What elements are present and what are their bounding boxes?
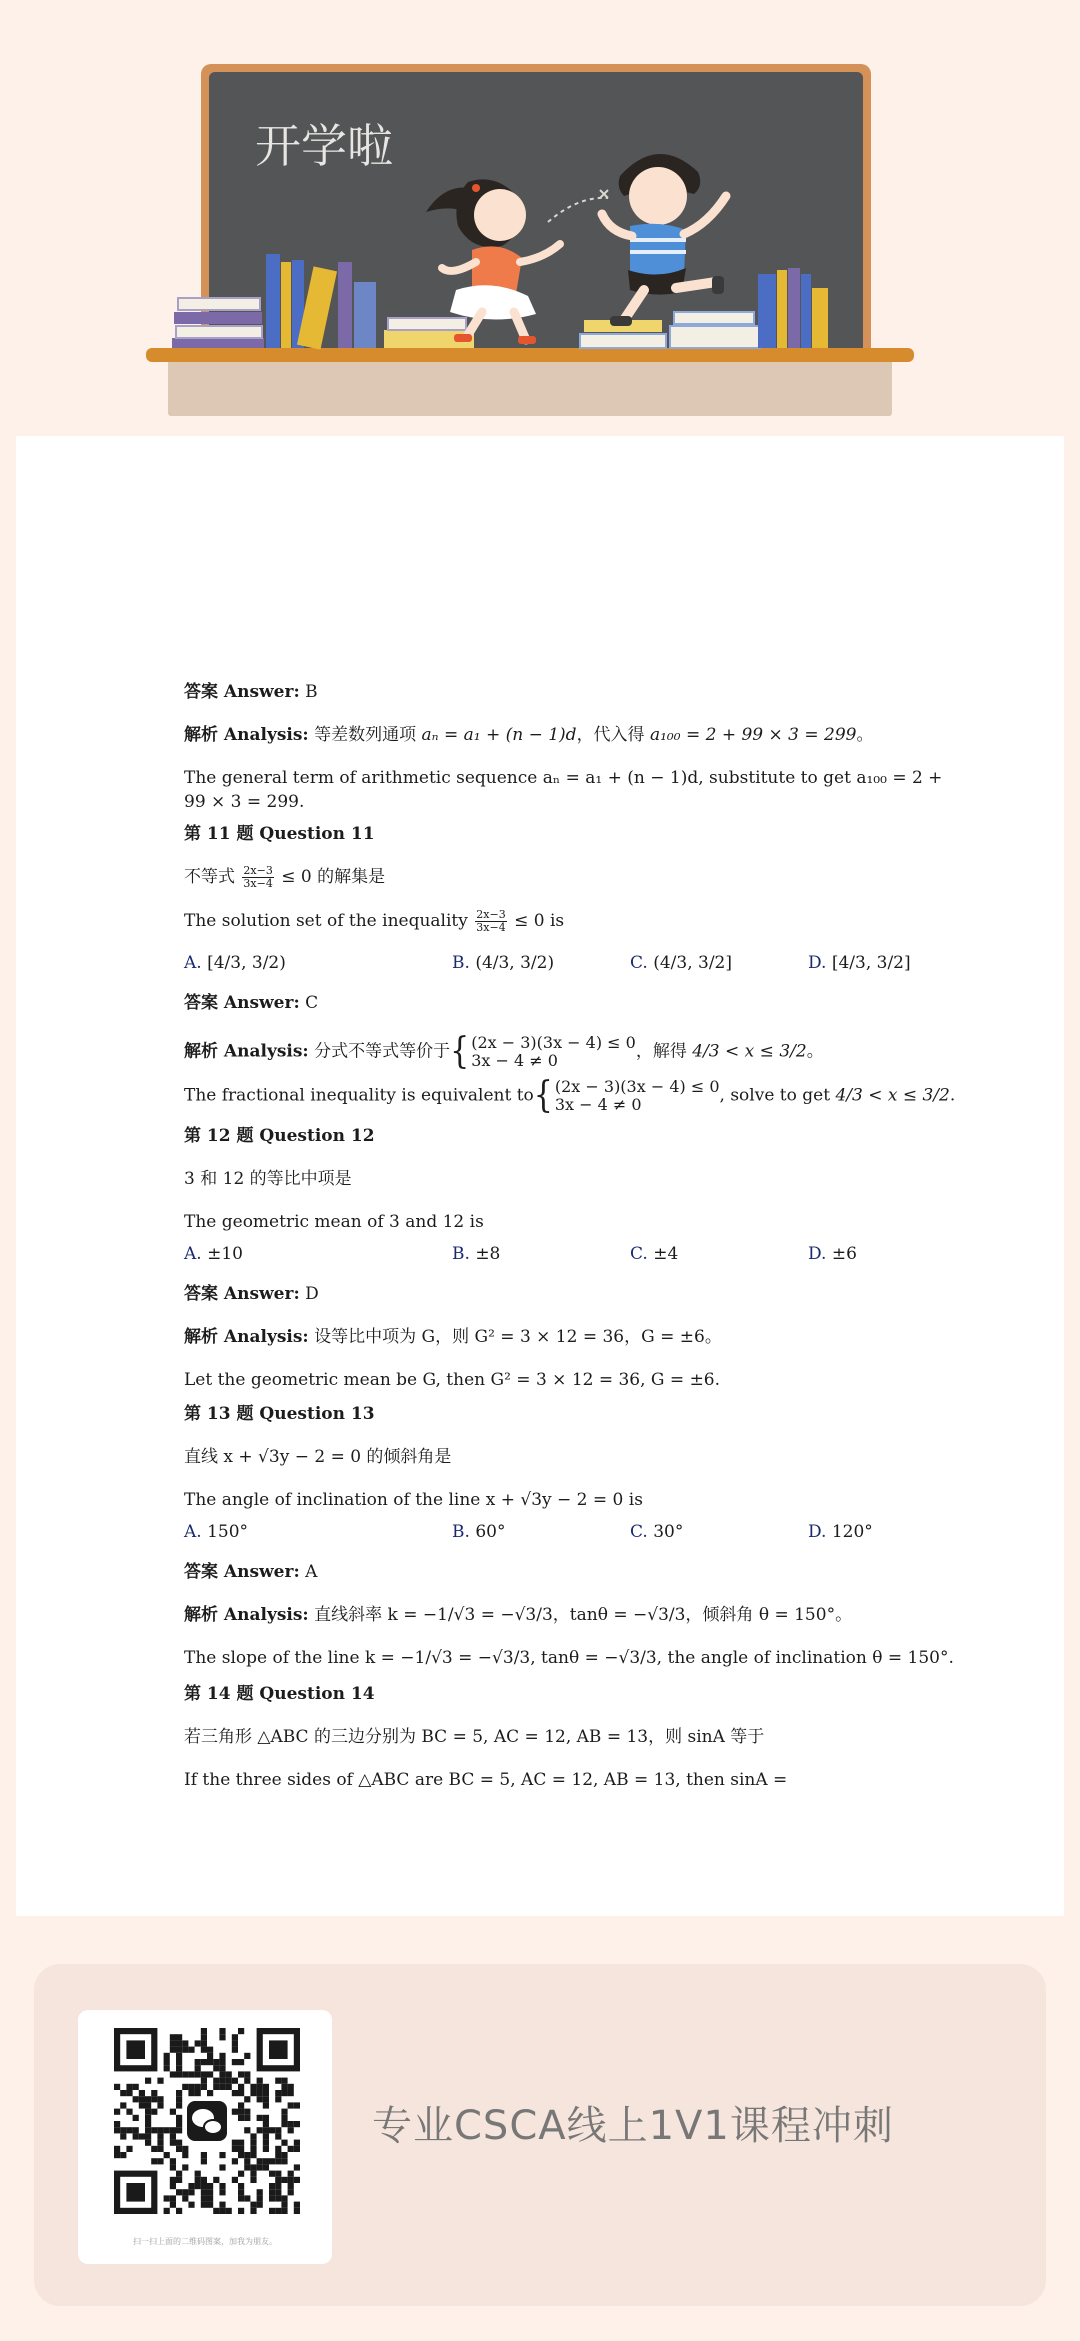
analysis-label: 解析 Analysis: bbox=[184, 1041, 309, 1062]
analysis-13-zh bbox=[184, 1603, 944, 1627]
question-text: ≤ 0 的解集是 bbox=[275, 867, 386, 887]
board-text: 开学啦 bbox=[255, 119, 393, 173]
answer-10 bbox=[184, 680, 944, 704]
answer-value: C bbox=[305, 993, 319, 1013]
equation-system: (2x − 3)(3x − 4) ≤ 0 3x − 4 ≠ 0 bbox=[471, 1033, 636, 1070]
document-body bbox=[184, 680, 956, 1811]
option-b[interactable]: B. 60° bbox=[452, 1522, 506, 1542]
analysis-text: . bbox=[949, 1085, 956, 1106]
question-13-options bbox=[184, 1522, 944, 1546]
analysis-text: ，代入得 bbox=[576, 725, 650, 745]
analysis-label: 解析 Analysis: bbox=[184, 725, 309, 745]
header-illustration bbox=[0, 0, 1080, 430]
analysis-10-en bbox=[184, 766, 944, 814]
qr-caption: 扫一扫上面的二维码图案，加我为朋友。 bbox=[133, 2237, 277, 2246]
answer-value: A bbox=[305, 1562, 318, 1582]
analysis-text: 。 bbox=[806, 1041, 824, 1062]
analysis-text: 。 bbox=[856, 725, 874, 745]
option-a[interactable]: A. ±10 bbox=[184, 1244, 243, 1264]
option-a[interactable]: A. 150° bbox=[184, 1522, 249, 1542]
option-d[interactable]: D. ±6 bbox=[808, 1244, 857, 1264]
option-c[interactable]: C. ±4 bbox=[630, 1244, 679, 1264]
fraction: $\frac{2x-3}{3x-4}$ bbox=[243, 864, 273, 890]
answer-label: 答案 Answer: bbox=[184, 682, 300, 702]
question-11-en bbox=[184, 909, 944, 934]
answer-value: B bbox=[305, 682, 318, 702]
question-13-zh: 直线 x + √3y − 2 = 0 的倾斜角是 bbox=[184, 1447, 452, 1467]
analysis-label: 解析 Analysis: bbox=[184, 1605, 309, 1625]
solution: 4/3 < x ≤ 3/2 bbox=[835, 1085, 950, 1106]
question-11-title: 第 11 题 Question 11 bbox=[184, 824, 375, 844]
answer-label: 答案 Answer: bbox=[184, 993, 300, 1013]
document-card bbox=[16, 436, 1064, 1916]
option-b[interactable]: B. ±8 bbox=[452, 1244, 501, 1264]
question-12-title: 第 12 题 Question 12 bbox=[184, 1126, 375, 1146]
analysis-text: The fractional inequality is equivalent to bbox=[184, 1085, 534, 1106]
solution: 4/3 < x ≤ 3/2 bbox=[692, 1041, 807, 1062]
answer-label: 答案 Answer: bbox=[184, 1284, 300, 1304]
analysis-12-zh bbox=[184, 1325, 944, 1349]
option-a[interactable]: A. [4/3, 3/2) bbox=[184, 953, 286, 973]
chalk-ledge bbox=[146, 348, 914, 362]
answer-label: 答案 Answer: bbox=[184, 1562, 300, 1582]
promo-banner bbox=[34, 1964, 1046, 2306]
analysis-text: ，解得 bbox=[635, 1041, 693, 1062]
answer-value: D bbox=[305, 1284, 319, 1304]
analysis-12-en: Let the geometric mean be G, then G² = 3 × 12 = 36, G = ±6. bbox=[184, 1370, 721, 1390]
option-c[interactable]: C. 30° bbox=[630, 1522, 684, 1542]
question-13-title: 第 13 题 Question 13 bbox=[184, 1404, 375, 1424]
question-11-options bbox=[184, 953, 944, 977]
analysis-text: , solve to get bbox=[719, 1085, 836, 1106]
analysis-11-en: The fractional inequality is equivalent to{ (2x − 3)(3x − 4) ≤ 0 3x − 4 ≠ 0 , solve to get 4/3 < x ≤ 3/2. bbox=[184, 1074, 956, 1117]
answer-12 bbox=[184, 1282, 944, 1306]
formula: a₁₀₀ = 2 + 99 × 3 = 299 bbox=[649, 725, 857, 745]
question-14-en: If the three sides of △ABC are BC = 5, AC = 12, AB = 13, then sinA = bbox=[184, 1770, 788, 1790]
option-c[interactable]: C. (4/3, 3/2] bbox=[630, 953, 733, 973]
analysis-10-zh bbox=[184, 723, 944, 747]
analysis-text: 等差数列通项 bbox=[314, 725, 422, 745]
qr-code-card[interactable] bbox=[78, 2010, 332, 2264]
analysis-11-zh: 解析 Analysis: 分式不等式等价于{ (2x − 3)(3x − 4) ≤ 0 3x − 4 ≠ 0 ，解得 4/3 < x ≤ 3/2。 bbox=[184, 1030, 824, 1073]
equation-system: (2x − 3)(3x − 4) ≤ 0 3x − 4 ≠ 0 bbox=[554, 1077, 720, 1114]
analysis-label: 解析 Analysis: bbox=[184, 1327, 309, 1347]
analysis-text: 分式不等式等价于 bbox=[314, 1041, 451, 1062]
question-12-zh: 3 和 12 的等比中项是 bbox=[184, 1169, 352, 1189]
analysis-text: 设等比中项为 G，则 G² = 3 × 12 = 36，G = ±6。 bbox=[314, 1327, 722, 1347]
formula: aₙ = a₁ + (n − 1)d bbox=[421, 725, 577, 745]
analysis-text: The general term of arithmetic sequence aₙ = a₁ + (n − 1)d, substitute to get a₁₀₀ = 2 + bbox=[184, 768, 943, 788]
question-14-zh: 若三角形 △ABC 的三边分别为 BC = 5, AC = 12, AB = 13，则 sinA 等于 bbox=[184, 1727, 765, 1747]
answer-11 bbox=[184, 991, 944, 1015]
promo-text: 专业CSCA线上1V1课程冲刺 bbox=[372, 2103, 894, 2149]
question-12-en: The geometric mean of 3 and 12 is bbox=[184, 1212, 484, 1232]
option-d[interactable]: D. [4/3, 3/2] bbox=[808, 953, 911, 973]
analysis-text: 99 × 3 = 299. bbox=[184, 792, 305, 812]
analysis-text: 直线斜率 k = −1/√3 = −√3/3，tanθ = −√3/3，倾斜角 θ = 150°。 bbox=[314, 1605, 853, 1625]
question-text: 不等式 bbox=[184, 867, 241, 887]
option-b[interactable]: B. (4/3, 3/2) bbox=[452, 953, 555, 973]
question-13-en: The angle of inclination of the line x + √3y − 2 = 0 is bbox=[184, 1490, 643, 1510]
qr-code bbox=[78, 2010, 332, 2240]
desk-front bbox=[168, 360, 892, 416]
question-14-title: 第 14 题 Question 14 bbox=[184, 1684, 375, 1704]
fraction: $\frac{2x-3}{3x-4}$ bbox=[476, 908, 506, 934]
option-d[interactable]: D. 120° bbox=[808, 1522, 873, 1542]
question-text: ≤ 0 is bbox=[508, 911, 565, 931]
question-text: The solution set of the inequality bbox=[184, 911, 474, 931]
question-12-options bbox=[184, 1244, 944, 1268]
answer-13 bbox=[184, 1560, 944, 1584]
question-11-zh bbox=[184, 865, 944, 890]
analysis-13-en: The slope of the line k = −1/√3 = −√3/3, tanθ = −√3/3, the angle of inclination θ = 150°. bbox=[184, 1648, 954, 1668]
